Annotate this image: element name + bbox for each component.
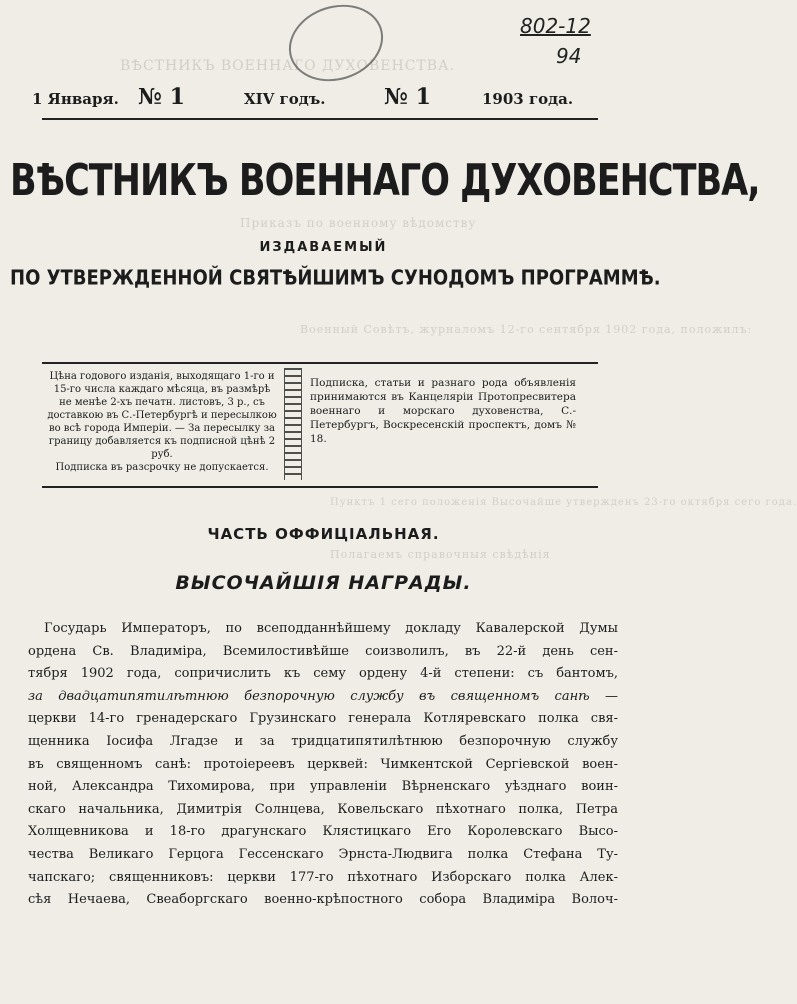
installments-text: Подписка въ разсрочку не допускается. <box>55 462 269 473</box>
price-text: Цѣна годового изданія, выходящаго 1-го и 15-го числа каждаго мѣсяца, въ размѣрѣ не менѣе 2-хъ печатн. листовъ, 3 р., съ доставкою въ С.-Петербургѣ и пересылкою во всѣ города Имперіи. — За пересылку за границу добавляется къ подписной цѣнѣ 2 руб. <box>47 371 277 460</box>
handwritten-shelfmark: 802-12 <box>520 14 591 38</box>
awards-title: ВЫСОЧАЙШІЯ НАГРАДЫ. <box>175 572 472 594</box>
publisher-line: ИЗДАВАЕМЫЙ <box>259 240 388 255</box>
subscription-price <box>46 370 278 474</box>
issue-year: 1903 года. <box>482 90 574 108</box>
subscription-address: Подписка, статьи и разнаго рода объявленія принимаются въ Канцеляріи Протопресвитера военнаго и морскаго духовенства, С.-Петербургъ, Воскресенскій проспектъ, домъ № 18. <box>310 377 576 445</box>
masthead-title: ВѢСТНИКЪ ВОЕННАГО ДУХОВЕНСТВА, <box>10 156 760 206</box>
issue-number-right: № 1 <box>384 84 431 110</box>
bleed-through-line: Приказъ по военному вѣдомству <box>240 216 477 230</box>
body-line: ной, Александра Тихомирова, при управленіи Вѣрненскаго уѣзднаго воин- <box>28 779 618 795</box>
body-line: ордена Св. Владиміра, Всемилостивѣйше соизволилъ, въ 22-й день сен- <box>28 643 618 659</box>
bleed-through-line: Военный Совѣтъ, журналомъ 12-го сентября 1902 года, положилъ: <box>300 323 753 336</box>
bleed-through-line: Полагаемъ справочныя свѣдѣнія <box>330 548 551 561</box>
volume-year: XIV годъ. <box>244 90 326 108</box>
article-body <box>28 618 618 912</box>
body-line: Холщевникова и 18-го драгунскаго Клястицкаго Его Королевскаго Высо- <box>28 824 618 840</box>
body-line: чества Великаго Герцога Гессенскаго Эрнста-Людвига полка Стефана Ту- <box>28 846 618 862</box>
dateline <box>26 86 586 116</box>
library-stamp <box>279 0 393 93</box>
body-line: щенника Іосифа Лгадзе и за тридцатипятилѣтнюю безпорочную службу <box>28 733 618 749</box>
body-line: Государь Императоръ, по всеподданнѣйшему докладу Кавалерской Думы <box>44 621 618 636</box>
issue-date: 1 Января. <box>32 90 119 108</box>
body-line: скаго начальника, Димитрія Солнцева, Ковельскаго пѣхотнаго полка, Петра <box>28 801 618 817</box>
subscription-bottom-rule <box>42 486 598 488</box>
body-line: чапскаго; священниковъ: церкви 177-го пѣхотнаго Изборскаго полка Алек- <box>28 869 618 885</box>
program-line: ПО УТВЕРЖДЕННОЙ СВЯТѢЙШИМЪ СУНОДОМЪ ПРОГРАММѢ. <box>10 266 661 291</box>
ornament-divider <box>284 368 302 480</box>
bleed-through-header: ВѢСТНИКЪ ВОЕННАГО ДУХОВЕНСТВА. <box>120 58 456 74</box>
handwritten-number: 94 <box>556 44 582 68</box>
body-line: за двадцатипятилѣтнюю безпорочную службу въ священномъ санѣ — <box>28 688 618 704</box>
issue-number-left: № 1 <box>138 84 185 110</box>
body-line: церкви 14-го гренадерскаго Грузинскаго генерала Котляревскаго полка свя- <box>28 711 618 727</box>
body-line: тября 1902 года, сопричислить къ сему ордену 4-й степени: съ бантомъ, <box>28 666 618 682</box>
header-rule <box>42 118 598 120</box>
subscription-top-rule <box>42 362 598 364</box>
bleed-through-line: Пунктъ 1 сего положенія Высочайше утвержденъ 23-го октября сего года. <box>330 497 797 508</box>
section-title: ЧАСТЬ ОФФИЦІАЛЬНАЯ. <box>207 525 440 543</box>
body-line: въ священномъ санѣ: протоіереевъ церквей: Чимкентской Сергіевской воен- <box>28 756 618 772</box>
body-line: сѣя Нечаева, Свеаборгскаго военно-крѣпостного собора Владиміра Волоч- <box>28 892 618 908</box>
